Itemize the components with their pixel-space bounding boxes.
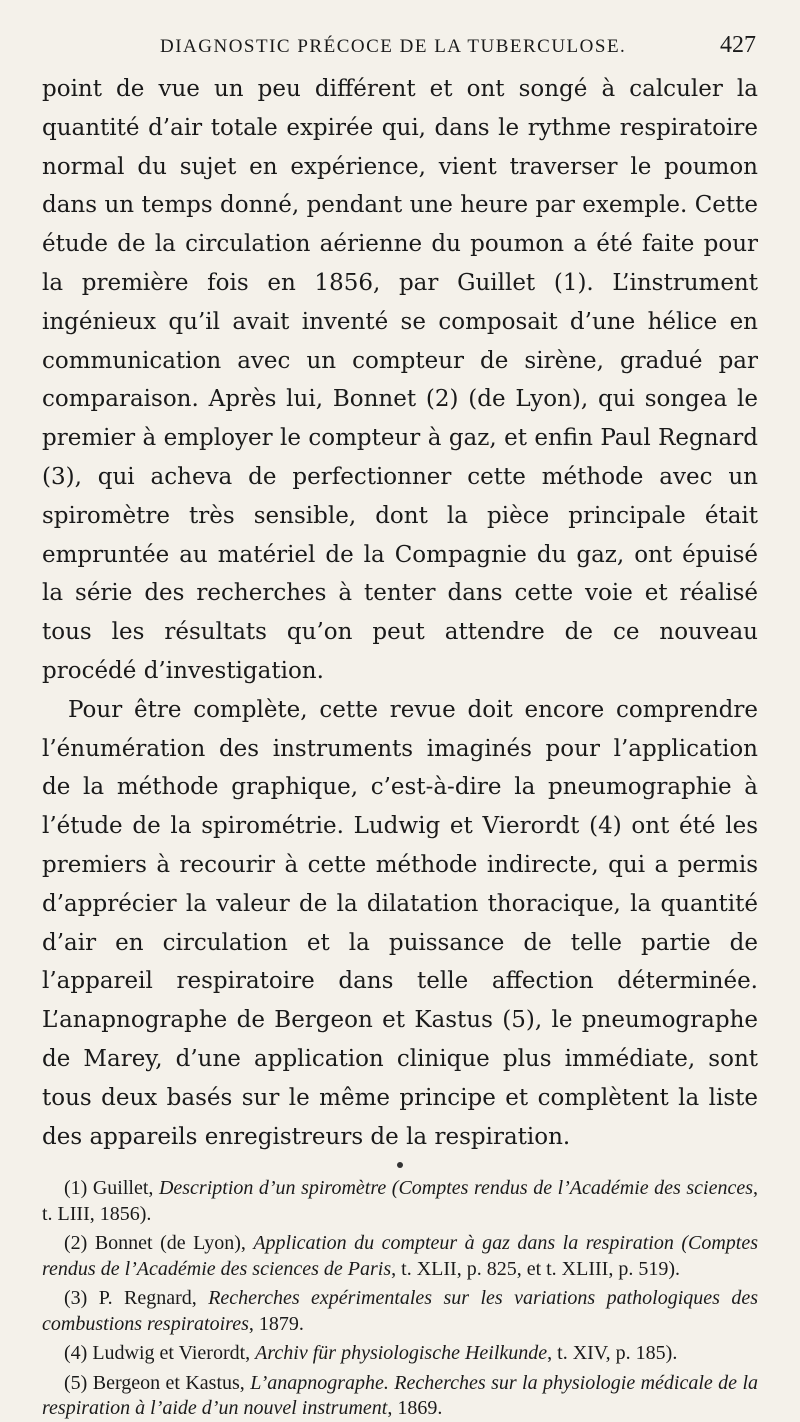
footnote-author: Bergeon et Kastus, (92, 1371, 251, 1394)
footnote-author: Guillet, (92, 1177, 159, 1200)
footnote-number: (4) (64, 1342, 88, 1365)
footnote-source: Application du compteur à gaz dans la respiration (Comptes rendus de l’Académie des sciences de Paris (42, 1232, 758, 1280)
footnote-details: , t. XIV, p. 185). (547, 1342, 678, 1365)
body-text (42, 70, 758, 1156)
footnote-number: (3) (64, 1287, 88, 1310)
paragraph-2: Pour être complète, cette revue doit encore comprendre l’énumération des instruments imaginés pour l’application de la méthode graphique, c’est-à-dire la pneumographie à l’étude de la spirométrie. Ludwig et Vierordt (4) ont été les premiers à recourir à cette méthode indirecte, qui a permis d’apprécier la valeur de la dilatation thoracique, la quantité d’air en circulation et la puissance de telle partie de l’appareil respiratoire dans telle affection déterminée. L’anapnographe de Bergeon et Kastus (5), le pneumographe de Marey, d’une application clinique plus immédiate, sont tous deux basés sur le même principe et complètent la liste des appareils enregistreurs de la respiration. (42, 696, 758, 1150)
running-title: DIAGNOSTIC PRÉCOCE DE LA TUBERCULOSE. (160, 36, 627, 57)
footnote-number: (5) (64, 1371, 88, 1394)
footnote-details: , 1879. (248, 1312, 304, 1335)
footnote-3 (42, 1286, 758, 1337)
footnote-5 (42, 1371, 758, 1422)
running-head (42, 30, 758, 70)
page-number: 427 (720, 32, 756, 58)
footnote-details: , t. LIII, 1856). (42, 1177, 759, 1225)
separator-dot (397, 1162, 403, 1168)
footnote-author: Bonnet (de Lyon), (94, 1232, 254, 1255)
footnote-number: (2) (64, 1232, 88, 1255)
footnote-source: Description d’un spiromètre (Comptes rendus de l’Académie des sciences (158, 1177, 754, 1200)
footnote-source: L’anapnographe. Recherches sur la physiologie médicale de la respiration à l’aide d’un nouvel instrument (42, 1371, 759, 1420)
footnote-source: Archiv für physiologische Heilkunde (255, 1342, 548, 1365)
footnote-details: , t. XLII, p. 825, et t. XLIII, p. 519). (391, 1257, 680, 1280)
footnote-1 (42, 1176, 758, 1227)
footnote-4 (42, 1341, 758, 1367)
footnote-2 (42, 1231, 758, 1282)
footnote-details: , 1869. (387, 1397, 443, 1420)
footnote-number: (1) (64, 1177, 88, 1200)
paragraph-1: point de vue un peu différent et ont songé à calculer la quantité d’air totale expirée qui, dans le rythme respiratoire normal du sujet en expérience, vient traverser le poumon dans un temps donné, pendant une heure par exemple. Cette étude de la circulation aérienne du poumon a été faite pour la première fois en 1856, par Guillet (1). L’instrument ingénieux qu’il avait inventé se composait d’une hélice en communication avec un compteur de sirène, gradué par comparaison. Après lui, Bonnet (2) (de Lyon), qui songea le premier à employer le compteur à gaz, et enfin Paul Regnard (3), qui acheva de perfectionner cette méthode avec un spiromètre très sensible, dont la pièce principale était empruntée au matériel de la Compagnie du gaz, ont épuisé la série des recherches à tenter dans cette voie et réalisé tous les résultats qu’on peut attendre de ce nouveau procédé d’investigation. (42, 76, 758, 684)
footnote-author: Ludwig et Vierordt, (92, 1342, 256, 1365)
footnote-author: P. Regnard, (98, 1287, 209, 1310)
footnotes (42, 1176, 758, 1422)
footnote-source: Recherches expérimentales sur les variations pathologiques des combustions respiratoires (42, 1287, 758, 1335)
